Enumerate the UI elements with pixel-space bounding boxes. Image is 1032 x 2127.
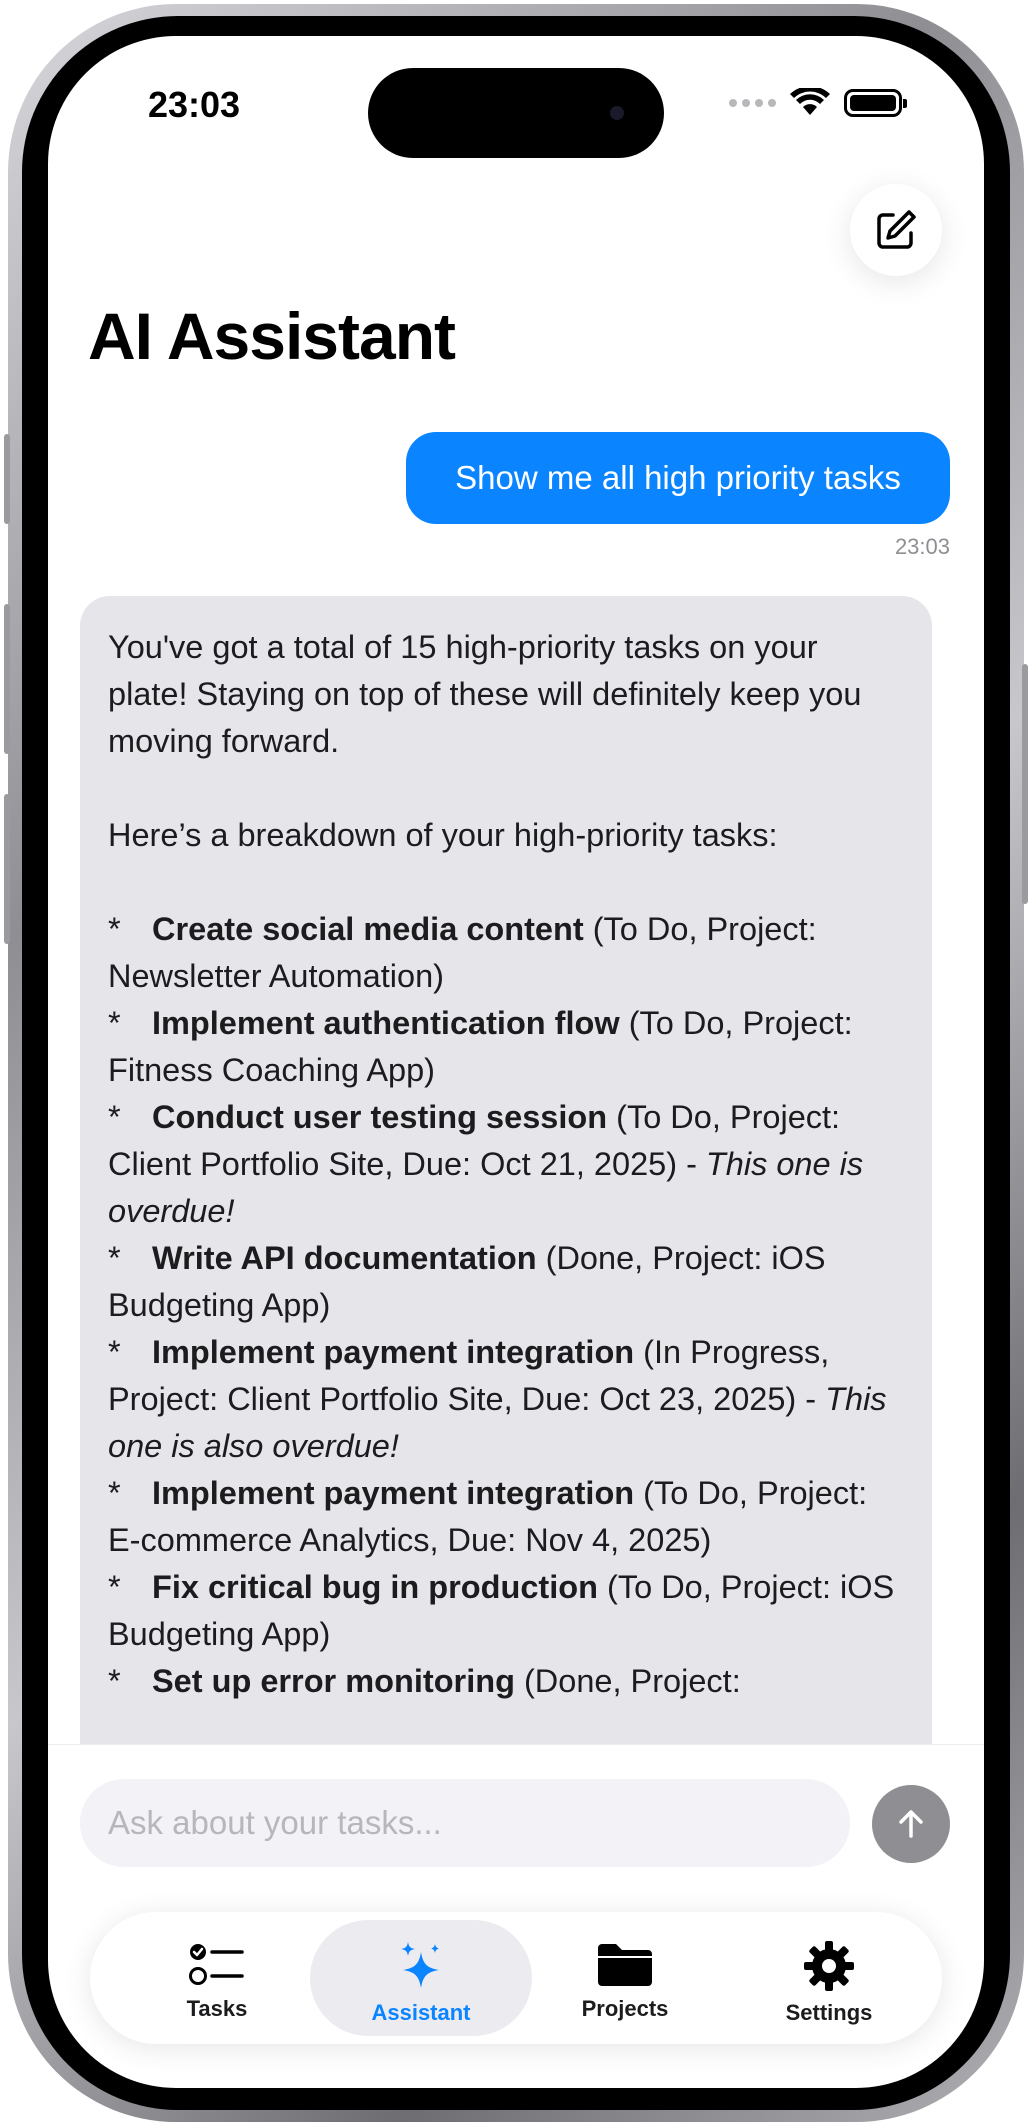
composer-bar [48,1744,984,1904]
action-button [4,434,10,524]
user-message-bubble [406,432,950,524]
task-detail: (To Do, Project: Newsletter Automation) [108,911,817,994]
task-detail: (To Do, Project: Fitness Coaching App) [108,1005,853,1088]
bullet-marker: * [108,911,121,947]
task-name: Create social media content [152,911,584,947]
task-name: Write API documentation [152,1240,537,1276]
task-name: Implement authentication flow [152,1005,620,1041]
wifi-icon [790,88,830,118]
bullet-marker: * [108,1475,121,1511]
user-message-time: 23:03 [894,534,950,559]
ai-task-item [108,906,904,1000]
cellular-signal-icon [729,99,776,107]
ai-task-item [108,1564,904,1658]
dynamic-island [368,68,664,158]
volume-up-button [4,604,10,754]
tab-label-tasks: Tasks [186,1996,248,2021]
checklist-icon [188,1940,246,1988]
camera-icon [610,106,624,120]
page-title: AI Assistant [88,299,455,373]
task-detail: (To Do, Project: E-commerce Analytics, Due: Nov 4, 2025) [108,1475,868,1558]
send-button[interactable] [872,1785,950,1863]
task-detail: (In Progress, Project: Client Portfolio Site, Due: Oct 23, 2025) - [108,1334,830,1417]
task-note: This one is also overdue! [108,1381,887,1464]
tab-label-projects: Projects [581,1996,669,2021]
compose-button[interactable] [850,184,942,276]
ai-task-list [108,906,904,1705]
ai-task-item [108,1235,904,1329]
bullet-marker: * [108,1334,121,1370]
ai-breakdown-heading: Here’s a breakdown of your high-priority tasks: [108,817,778,853]
task-name: Fix critical bug in production [152,1569,598,1605]
task-name: Implement payment integration [152,1475,635,1511]
bullet-marker: * [108,1099,121,1135]
task-detail: (To Do, Project: Client Portfolio Site, Due: Oct 21, 2025) - [108,1099,841,1182]
folder-icon [596,1940,654,1988]
ai-task-item [108,1094,904,1235]
task-name: Implement payment integration [152,1334,635,1370]
volume-down-button [4,794,10,944]
user-message-text: Show me all high priority tasks [455,459,901,496]
ai-task-item [108,1329,904,1470]
bullet-marker: * [108,1663,121,1699]
arrow-up-icon [894,1807,928,1841]
ai-task-item [108,1658,904,1705]
bullet-marker: * [108,1005,121,1041]
task-note: This one is overdue! [108,1146,864,1229]
status-time: 23:03 [148,84,241,125]
compose-icon [873,207,919,253]
side-button [1022,664,1028,904]
battery-icon [844,89,902,117]
task-name: Set up error monitoring [152,1663,515,1699]
tab-assistant[interactable] [310,1920,532,2036]
ai-message-bubble [80,596,932,1896]
tab-label-settings: Settings [785,2000,873,2025]
status-indicators [729,88,902,118]
tab-label-assistant: Assistant [371,2000,471,2025]
screen [48,36,984,2088]
tab-tasks[interactable] [106,1920,328,2036]
bullet-marker: * [108,1569,121,1605]
ai-task-item [108,1470,904,1564]
ask-input[interactable] [80,1779,850,1867]
ai-intro: You've got a total of 15 high-priority tasks on your plate! Staying on top of these will definitely keep you moving forward. [108,629,862,759]
bullet-marker: * [108,1240,121,1276]
task-detail: (Done, Project: iOS Budgeting App) [108,1240,826,1323]
gear-icon [803,1940,855,1992]
task-name: Conduct user testing session [152,1099,608,1135]
ai-task-item [108,1000,904,1094]
tab-projects[interactable] [514,1920,736,2036]
task-detail: (Done, Project: [514,1663,741,1699]
sparkles-icon [395,1940,447,1992]
task-detail: (To Do, Project: iOS Budgeting App) [108,1569,895,1652]
tab-bar [90,1912,942,2044]
tab-settings[interactable] [718,1920,940,2036]
